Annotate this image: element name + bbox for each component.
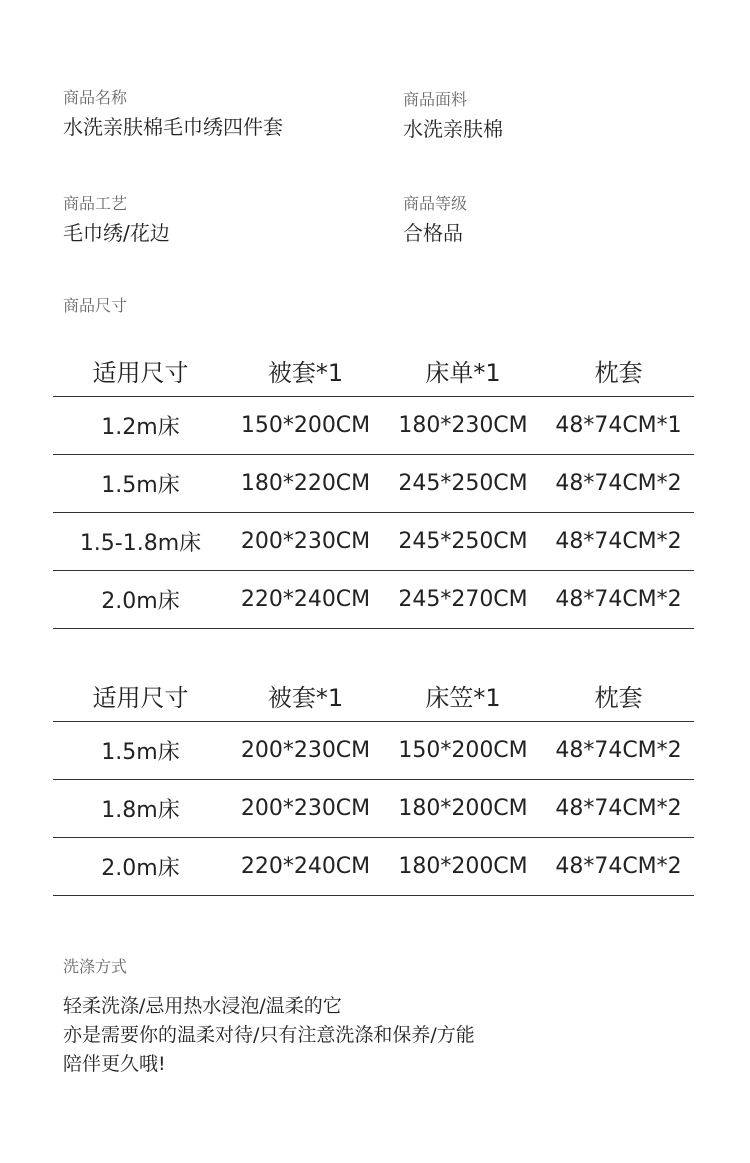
cell-fit-size: 2.0m床	[53, 571, 228, 629]
cell-pillowcase: 48*74CM*1	[543, 397, 694, 455]
cell-bed-sheet: 245*250CM	[383, 455, 543, 513]
wash-line: 亦是需要你的温柔对待/只有注意洗涤和保养/方能	[63, 1024, 475, 1046]
product-name-block	[63, 88, 283, 140]
product-name-value: 水洗亲肤棉毛巾绣四件套	[63, 115, 283, 139]
product-craft-label: 商品工艺	[63, 194, 128, 213]
header-duvet-cover: 被套*1	[228, 344, 383, 397]
table-row	[53, 513, 694, 571]
cell-duvet-cover: 200*230CM	[228, 722, 383, 780]
table-row	[53, 780, 694, 838]
size-table-bedsheet	[53, 344, 694, 629]
table-header-row	[53, 669, 694, 722]
cell-pillowcase: 48*74CM*2	[543, 455, 694, 513]
product-craft-block	[63, 194, 170, 246]
table-header-row	[53, 344, 694, 397]
cell-fitted-sheet: 180*200CM	[383, 838, 543, 896]
table-row	[53, 455, 694, 513]
cell-fitted-sheet: 180*200CM	[383, 780, 543, 838]
cell-fit-size: 2.0m床	[53, 838, 228, 896]
cell-fitted-sheet: 150*200CM	[383, 722, 543, 780]
header-pillowcase: 枕套	[543, 344, 694, 397]
cell-duvet-cover: 180*220CM	[228, 455, 383, 513]
cell-bed-sheet: 245*270CM	[383, 571, 543, 629]
cell-duvet-cover: 200*230CM	[228, 780, 383, 838]
header-fit-size: 适用尺寸	[53, 344, 228, 397]
cell-pillowcase: 48*74CM*2	[543, 722, 694, 780]
cell-pillowcase: 48*74CM*2	[543, 513, 694, 571]
size-section-label: 商品尺寸	[63, 296, 128, 315]
cell-pillowcase: 48*74CM*2	[543, 780, 694, 838]
product-grade-value: 合格品	[403, 221, 463, 245]
product-grade-block	[403, 194, 467, 246]
size-table-fitted-sheet	[53, 669, 694, 896]
cell-duvet-cover: 220*240CM	[228, 838, 383, 896]
header-pillowcase: 枕套	[543, 669, 694, 722]
header-fit-size: 适用尺寸	[53, 669, 228, 722]
product-name-label: 商品名称	[63, 88, 128, 107]
cell-bed-sheet: 245*250CM	[383, 513, 543, 571]
product-fabric-label: 商品面料	[403, 90, 468, 109]
header-duvet-cover: 被套*1	[228, 669, 383, 722]
product-fabric-block	[403, 90, 503, 142]
product-craft-value: 毛巾绣/花边	[63, 221, 170, 245]
product-grade-label: 商品等级	[403, 194, 468, 213]
cell-fit-size: 1.8m床	[53, 780, 228, 838]
product-fabric-value: 水洗亲肤棉	[403, 117, 503, 141]
cell-pillowcase: 48*74CM*2	[543, 571, 694, 629]
cell-bed-sheet: 180*230CM	[383, 397, 543, 455]
wash-section-label: 洗涤方式	[63, 957, 128, 976]
cell-fit-size: 1.5-1.8m床	[53, 513, 228, 571]
table-row	[53, 838, 694, 896]
cell-duvet-cover: 150*200CM	[228, 397, 383, 455]
wash-line: 陪伴更久哦!	[63, 1053, 166, 1075]
cell-fit-size: 1.2m床	[53, 397, 228, 455]
table-row	[53, 397, 694, 455]
table-row	[53, 571, 694, 629]
cell-duvet-cover: 220*240CM	[228, 571, 383, 629]
wash-line: 轻柔洗涤/忌用热水浸泡/温柔的它	[63, 995, 342, 1017]
cell-duvet-cover: 200*230CM	[228, 513, 383, 571]
cell-fit-size: 1.5m床	[53, 455, 228, 513]
cell-fit-size: 1.5m床	[53, 722, 228, 780]
wash-instructions	[63, 992, 475, 1079]
header-bed-sheet: 床单*1	[383, 344, 543, 397]
header-fitted-sheet: 床笠*1	[383, 669, 543, 722]
table-row	[53, 722, 694, 780]
cell-pillowcase: 48*74CM*2	[543, 838, 694, 896]
